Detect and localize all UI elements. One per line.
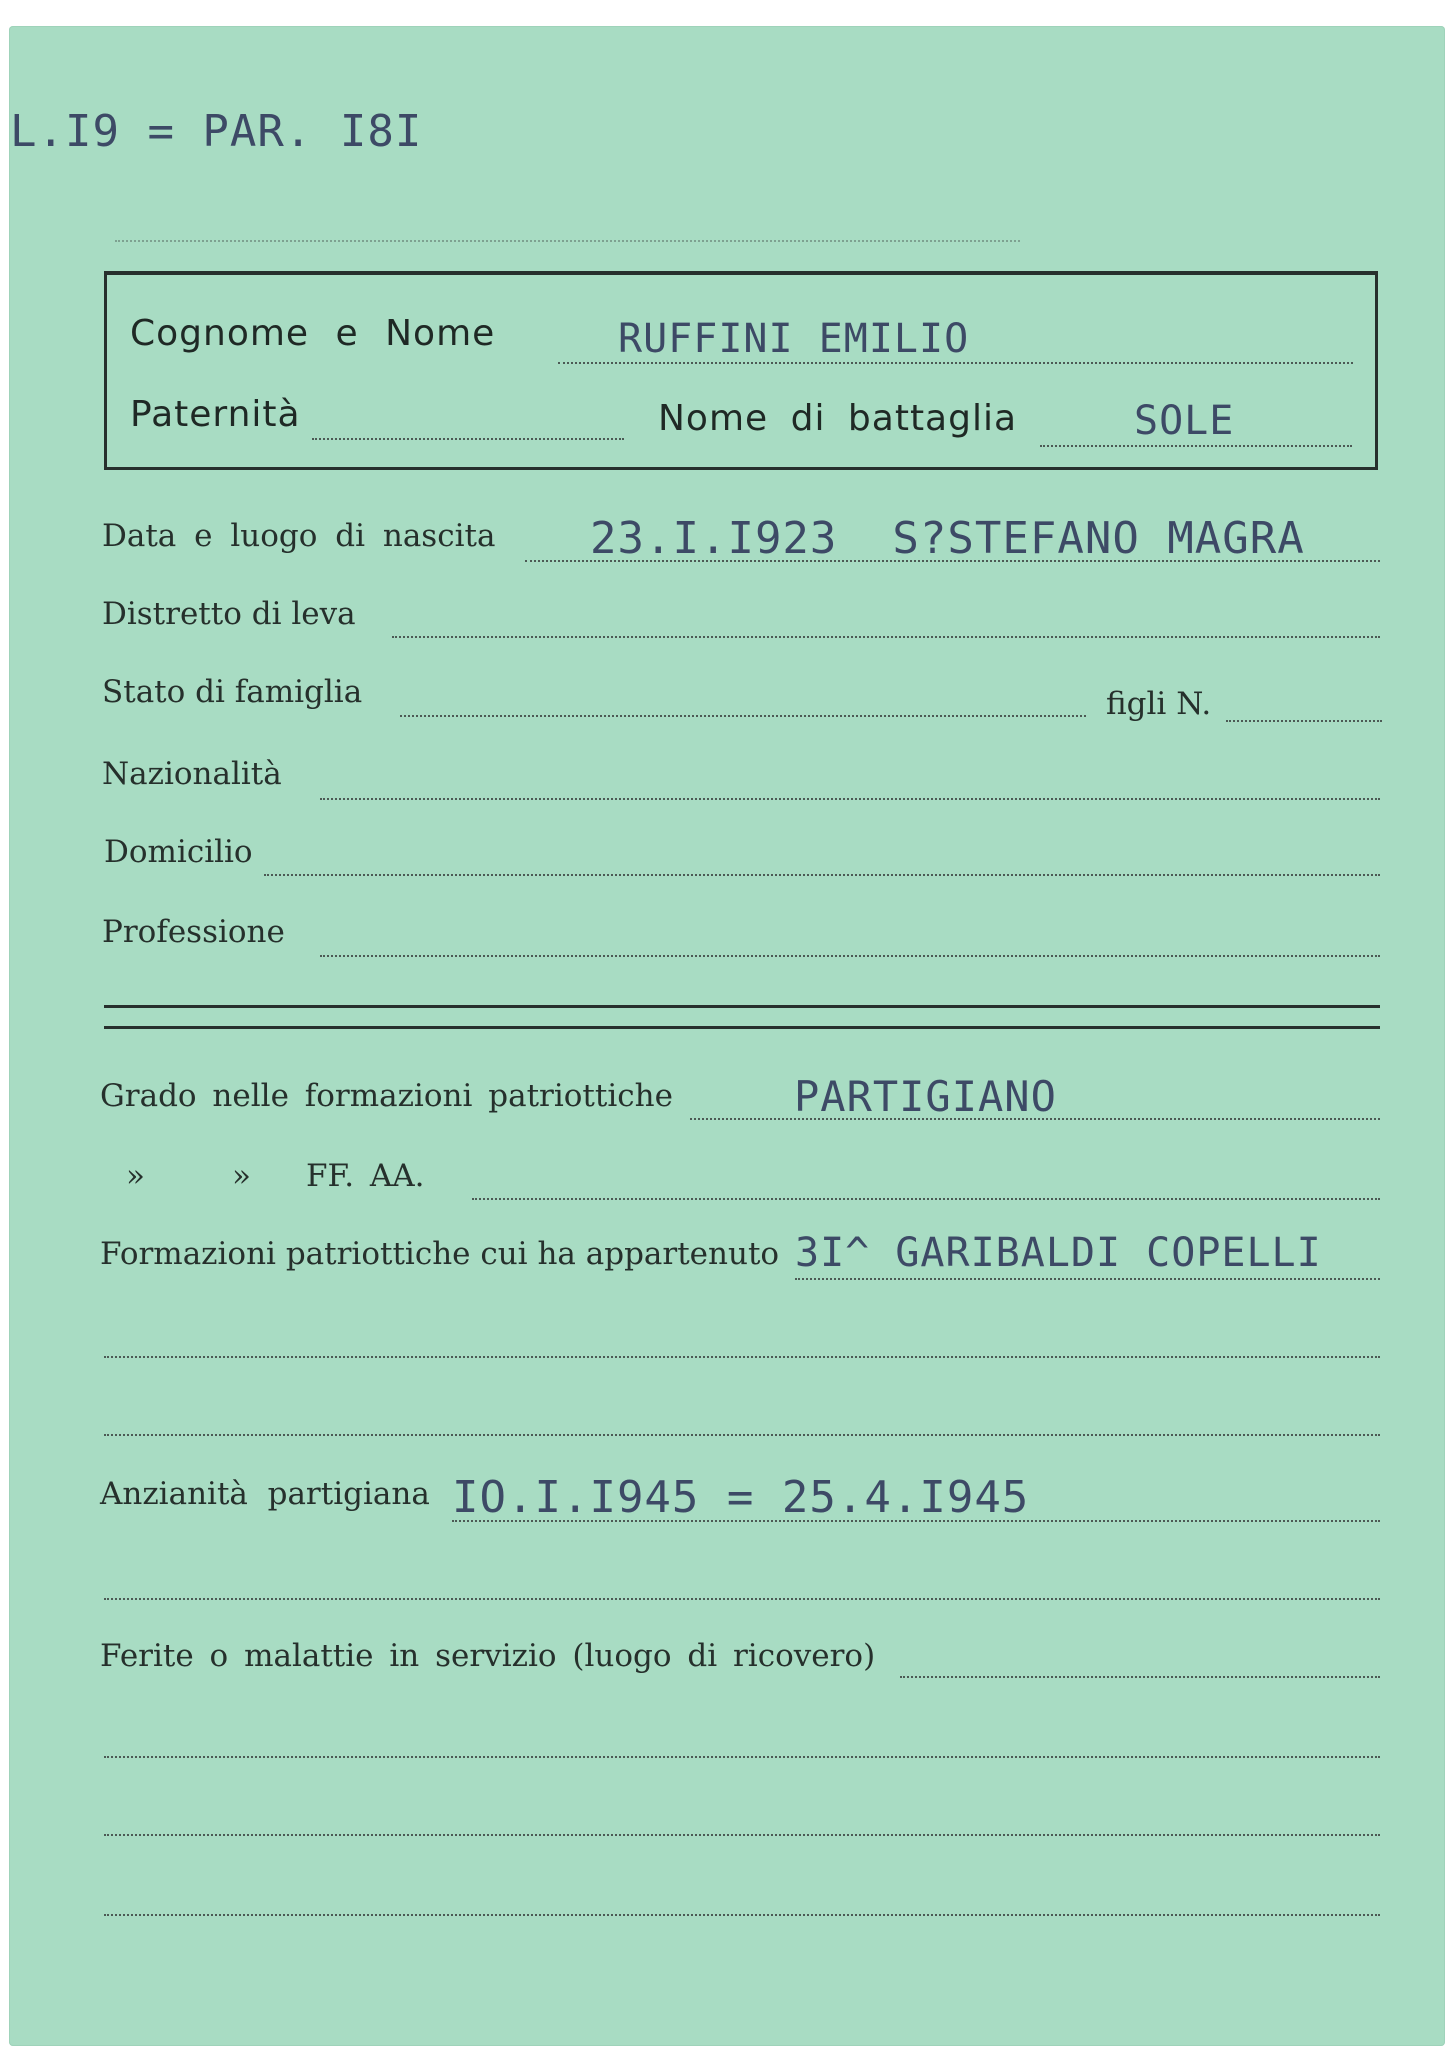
dotted-line	[115, 240, 1020, 242]
blank-line	[104, 1356, 1380, 1358]
surname-name-value: RUFFINI EMILIO	[618, 316, 970, 362]
battle-name-value: SOLE	[1134, 398, 1235, 444]
battle-name-label: Nome di battaglia	[658, 398, 1018, 439]
formations-value: 3I^ GARIBALDI COPELLI	[795, 1230, 1322, 1276]
family-line	[400, 715, 1086, 717]
reference-number: L.I9 = PAR. I8I	[10, 106, 423, 157]
blank-line	[104, 1834, 1380, 1836]
rank-label: Grado nelle formazioni patriottiche	[100, 1078, 673, 1114]
blank-line	[104, 1756, 1380, 1758]
children-line	[1226, 720, 1382, 722]
rank-value: PARTIGIANO	[794, 1072, 1057, 1121]
divider-lower	[104, 1026, 1380, 1029]
surname-name-line	[558, 362, 1353, 364]
ffaa-quote-1: »	[126, 1158, 145, 1194]
rank-line	[690, 1118, 1380, 1120]
nationality-line	[320, 798, 1380, 800]
family-label: Stato di famiglia	[102, 674, 363, 710]
profession-line	[320, 955, 1380, 957]
seniority-line	[452, 1520, 1380, 1522]
blank-line	[104, 1914, 1380, 1916]
seniority-label: Anzianità partigiana	[100, 1476, 430, 1512]
seniority-value: IO.I.I945 = 25.4.I945	[452, 1472, 1030, 1523]
district-line	[392, 636, 1380, 638]
birth-line	[525, 560, 1380, 562]
domicile-label: Domicilio	[104, 834, 253, 870]
birth-label: Data e luogo di nascita	[102, 518, 496, 554]
district-label: Distretto di leva	[102, 596, 356, 632]
blank-line	[104, 1598, 1380, 1600]
children-label: figli N.	[1106, 686, 1212, 722]
divider-upper	[104, 1005, 1380, 1008]
birth-value: 23.I.I923 S?STEFANO MAGRA	[590, 513, 1305, 564]
profession-label: Professione	[102, 914, 285, 950]
nationality-label: Nazionalità	[102, 756, 282, 792]
ffaa-label: FF. AA.	[306, 1158, 425, 1194]
paternity-line	[312, 438, 624, 440]
formations-label: Formazioni patriottiche cui ha appartenuto	[100, 1236, 780, 1272]
paternity-label: Paternità	[130, 394, 301, 435]
domicile-line	[264, 874, 1380, 876]
formations-line	[795, 1278, 1380, 1280]
blank-line	[104, 1434, 1380, 1436]
wounds-label: Ferite o malattie in servizio (luogo di ricovero)	[100, 1638, 876, 1674]
wounds-line	[900, 1676, 1380, 1678]
battle-name-line	[1040, 445, 1352, 447]
ffaa-line	[472, 1198, 1380, 1200]
ffaa-quote-2: »	[232, 1158, 251, 1194]
surname-name-label: Cognome e Nome	[130, 313, 496, 354]
